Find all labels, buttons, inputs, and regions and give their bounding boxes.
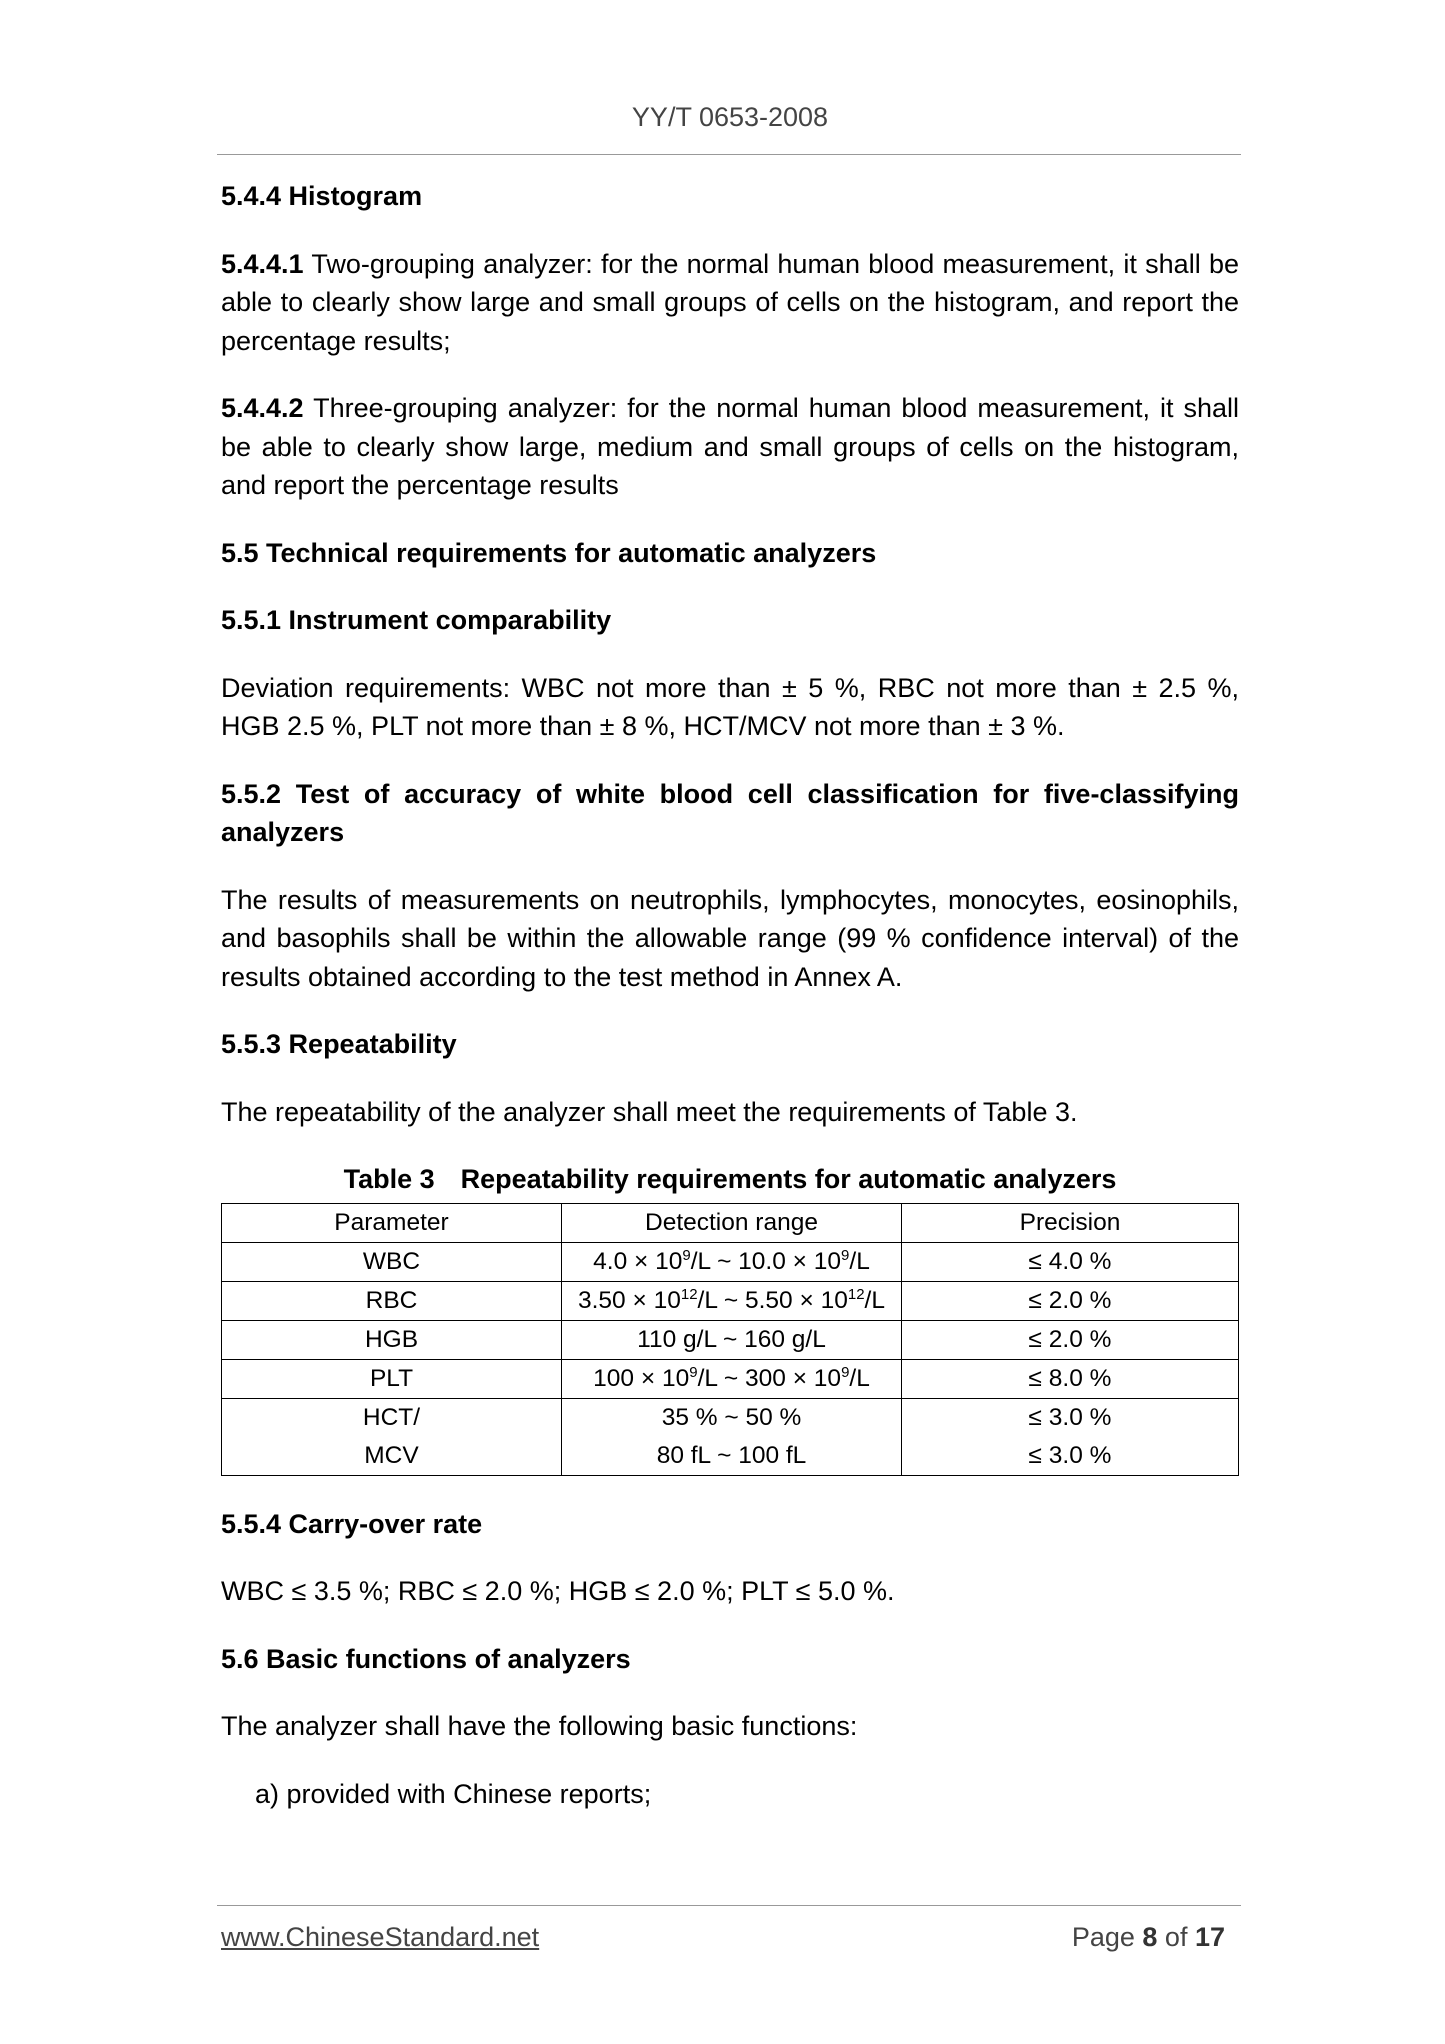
cell-precision: ≤ 2.0 % [902, 1281, 1239, 1320]
heading-5-6: 5.6 Basic functions of analyzers [221, 1643, 631, 1674]
clause-number: 5.4.4.2 [221, 393, 304, 423]
cell-parameter: RBC [222, 1281, 562, 1320]
cell-precision: ≤ 2.0 % [902, 1320, 1239, 1359]
repeatability-table [221, 1203, 1239, 1476]
header-divider [217, 154, 1241, 155]
table-row-wbc [222, 1242, 1239, 1281]
cell-detection-range: $100 \times 10^9/L$ ~ $300 \times 10^9/L$ [562, 1359, 902, 1398]
heading-5-5-3: 5.5.3 Repeatability [221, 1029, 457, 1059]
header-precision: Precision [902, 1203, 1239, 1242]
cell-precision: ≤ 8.0 % [902, 1359, 1239, 1398]
footer-website-link[interactable]: www.ChineseStandard.net [221, 1922, 540, 1952]
footer-page-number: Page 8 of 17 [1071, 1922, 1225, 1952]
cell-detection-range: $3.50 \times 10^{12}/L$ ~ $5.50 \times 10^{12}/L$ [562, 1281, 902, 1320]
cell-parameter: PLT [222, 1359, 562, 1398]
footer-divider [217, 1905, 1241, 1906]
paragraph-5-5-2: The results of measurements on neutrophils, lymphocytes, monocytes, eosinophils, and basophils shall be within the allowable range (99 % confidence interval) of the results obtained according to the test method in Annex A. [221, 884, 1239, 992]
cell-precision: ≤ 3.0 % ≤ 3.0 % [902, 1398, 1239, 1475]
heading-5-5-2: 5.5.2 Test of accuracy of white blood cell classification for five-classifying analyzers [221, 778, 1239, 847]
paragraph-5-5-4: WBC ≤ 3.5 %; RBC ≤ 2.0 %; HGB ≤ 2.0 %; PLT ≤ 5.0 %. [221, 1576, 895, 1606]
heading-5-5-1: 5.5.1 Instrument comparability [221, 605, 612, 635]
page-content [221, 177, 1239, 1813]
cell-detection-range: 35 % ~ 50 % 80 fL ~ 100 fL [562, 1398, 902, 1475]
clause-text: Three-grouping analyzer: for the normal human blood measurement, it shall be able to clearly show large, medium and small groups of cells on the histogram, and report the percentage results [221, 393, 1239, 500]
header-doc-id: YY/T 0653-2008 [631, 102, 829, 132]
paragraph-5-6: The analyzer shall have the following basic functions: [221, 1711, 858, 1741]
heading-5-4-4: 5.4.4 Histogram [221, 181, 423, 211]
header-detection-range: Detection range [562, 1203, 902, 1242]
header-parameter: Parameter [222, 1203, 562, 1242]
heading-5-5-4: 5.5.4 Carry-over rate [221, 1508, 483, 1539]
table-row-rbc [222, 1281, 1239, 1320]
cell-parameter: WBC [222, 1242, 562, 1281]
table-caption-title: Repeatability requirements for automatic analyzers [460, 1164, 1117, 1194]
paragraph-5-4-4-2 [221, 389, 1239, 505]
list-item-a: a) provided with Chinese reports; [255, 1778, 652, 1809]
paragraph-5-5-1: Deviation requirements: WBC not more than ± 5 %, RBC not more than ± 2.5 %, HGB 2.5 %, PLT not more than ± 8 %, HCT/MCV not more than ± 3 %. [221, 672, 1239, 741]
table-row-hct-mcv [222, 1398, 1239, 1475]
table-caption-number: Table 3 [343, 1164, 435, 1194]
clause-number: 5.4.4.1 [221, 248, 304, 279]
cell-detection-range: 110 g/L ~ 160 g/L [562, 1320, 902, 1359]
cell-precision: ≤ 4.0 % [902, 1242, 1239, 1281]
table-row-plt [222, 1359, 1239, 1398]
clause-text: Two-grouping analyzer: for the normal human blood measurement, it shall be able to clearly show large and small groups of cells on the histogram, and report the percentage results; [221, 248, 1239, 356]
table-3-caption [221, 1160, 1239, 1199]
cell-parameter: HGB [222, 1320, 562, 1359]
paragraph-5-5-3: The repeatability of the analyzer shall meet the requirements of Table 3. [221, 1096, 1078, 1127]
paragraph-5-4-4-1 [221, 245, 1239, 361]
table-header-row [222, 1203, 1239, 1242]
heading-5-5: 5.5 Technical requirements for automatic analyzers [221, 537, 877, 568]
table-row-hgb [222, 1320, 1239, 1359]
cell-detection-range: $4.0 \times 10^9/L$ ~ $10.0 \times 10^9/L$ [562, 1242, 902, 1281]
cell-parameter: HCT/ MCV [222, 1398, 562, 1475]
